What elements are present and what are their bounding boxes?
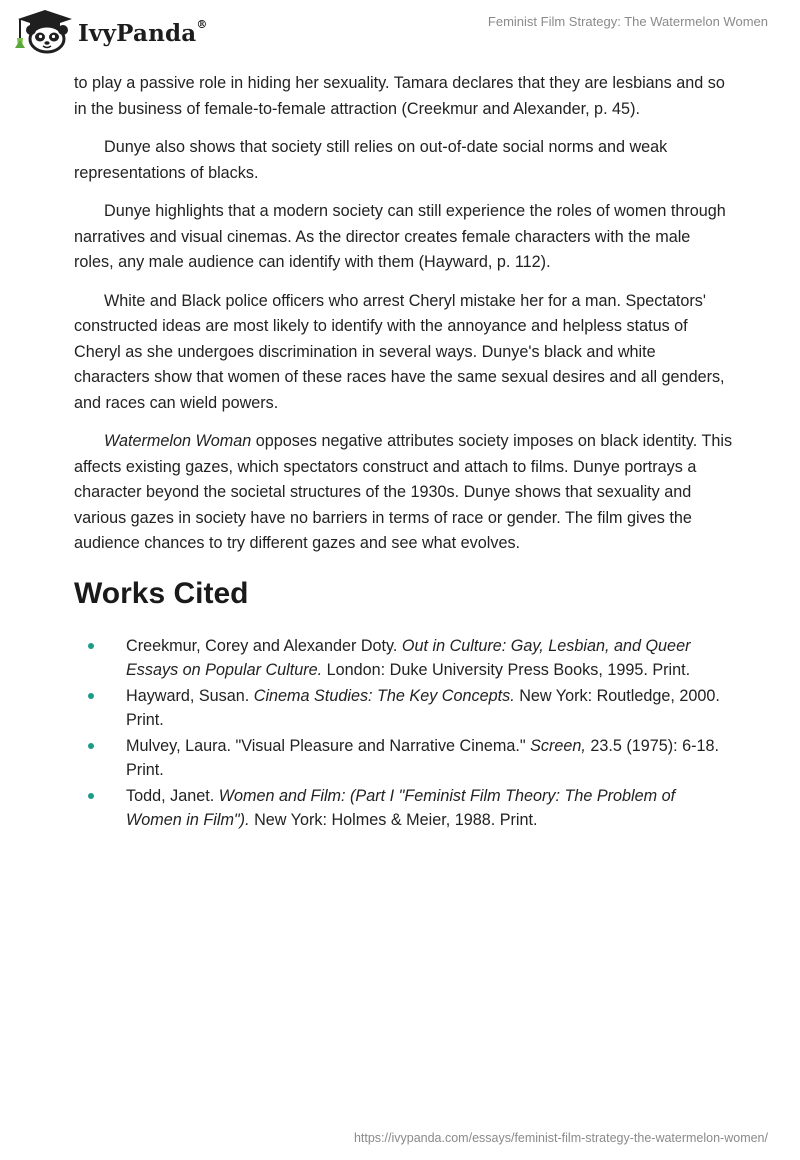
panda-graduate-icon[interactable]: [14, 8, 76, 54]
bullet-icon: [88, 793, 94, 799]
document-title: Feminist Film Strategy: The Watermelon Women: [487, 14, 768, 29]
reference-item: Todd, Janet. Women and Film: (Part I "Feminist Film Theory: The Problem of Women in Film"). New York: Holmes & Meier, 1988. Print.: [126, 784, 734, 833]
paragraph: White and Black police officers who arrest Cheryl mistake her for a man. Spectators' constructed ideas are most likely to identify with the annoyance and helpless status of Cheryl as she undergoes discrimination in several ways. Dunye's black and white characters show that women of these races have the same sexual desires and all genders, and races can wield powers.: [74, 291, 725, 412]
works-cited-heading: Works Cited: [74, 576, 249, 610]
brand-name[interactable]: IvyPanda®: [78, 18, 208, 47]
page-header: [0, 0, 800, 70]
reference-item: Hayward, Susan. Cinema Studies: The Key Concepts. New York: Routledge, 2000. Print.: [126, 684, 734, 733]
bullet-icon: [88, 743, 94, 749]
paragraph: Dunye highlights that a modern society can still experience the roles of women through narratives and visual cinemas. As the director creates female characters with the male roles, any male audience can identify with them (Hayward, p. 112).: [74, 202, 726, 271]
paragraph: to play a passive role in hiding her sexuality. Tamara declares that they are lesbians and so in the business of female-to-female attraction (Creekmur and Alexander, p. 45).: [74, 74, 725, 118]
source-url-link[interactable]: https://ivypanda.com/essays/feminist-film-strategy-the-watermelon-women/: [353, 1131, 768, 1145]
paragraph: Watermelon Woman opposes negative attributes society imposes on black identity. This affects existing gazes, which spectators construct and attach to films. Dunye portrays a character beyond the societal structures of the 1930s. Dunye shows that sexuality and various gazes in society have no barriers in terms of race or gender. The film gives the audience chances to try different gazes and see what evolves.: [74, 432, 733, 552]
bullet-icon: [88, 693, 94, 699]
film-title: Watermelon Woman: [104, 432, 252, 450]
reference-item: Creekmur, Corey and Alexander Doty. Out in Culture: Gay, Lesbian, and Queer Essays on Popular Culture. London: Duke University Press Books, 1995. Print.: [126, 634, 734, 683]
paragraph: Dunye also shows that society still relies on out-of-date social norms and weak representations of blacks.: [74, 138, 668, 182]
works-cited-list: [74, 634, 734, 833]
bullet-icon: [88, 643, 94, 649]
reference-item: Mulvey, Laura. "Visual Pleasure and Narrative Cinema." Screen, 23.5 (1975): 6-18. Print.: [126, 734, 734, 783]
essay-content: [74, 71, 734, 834]
